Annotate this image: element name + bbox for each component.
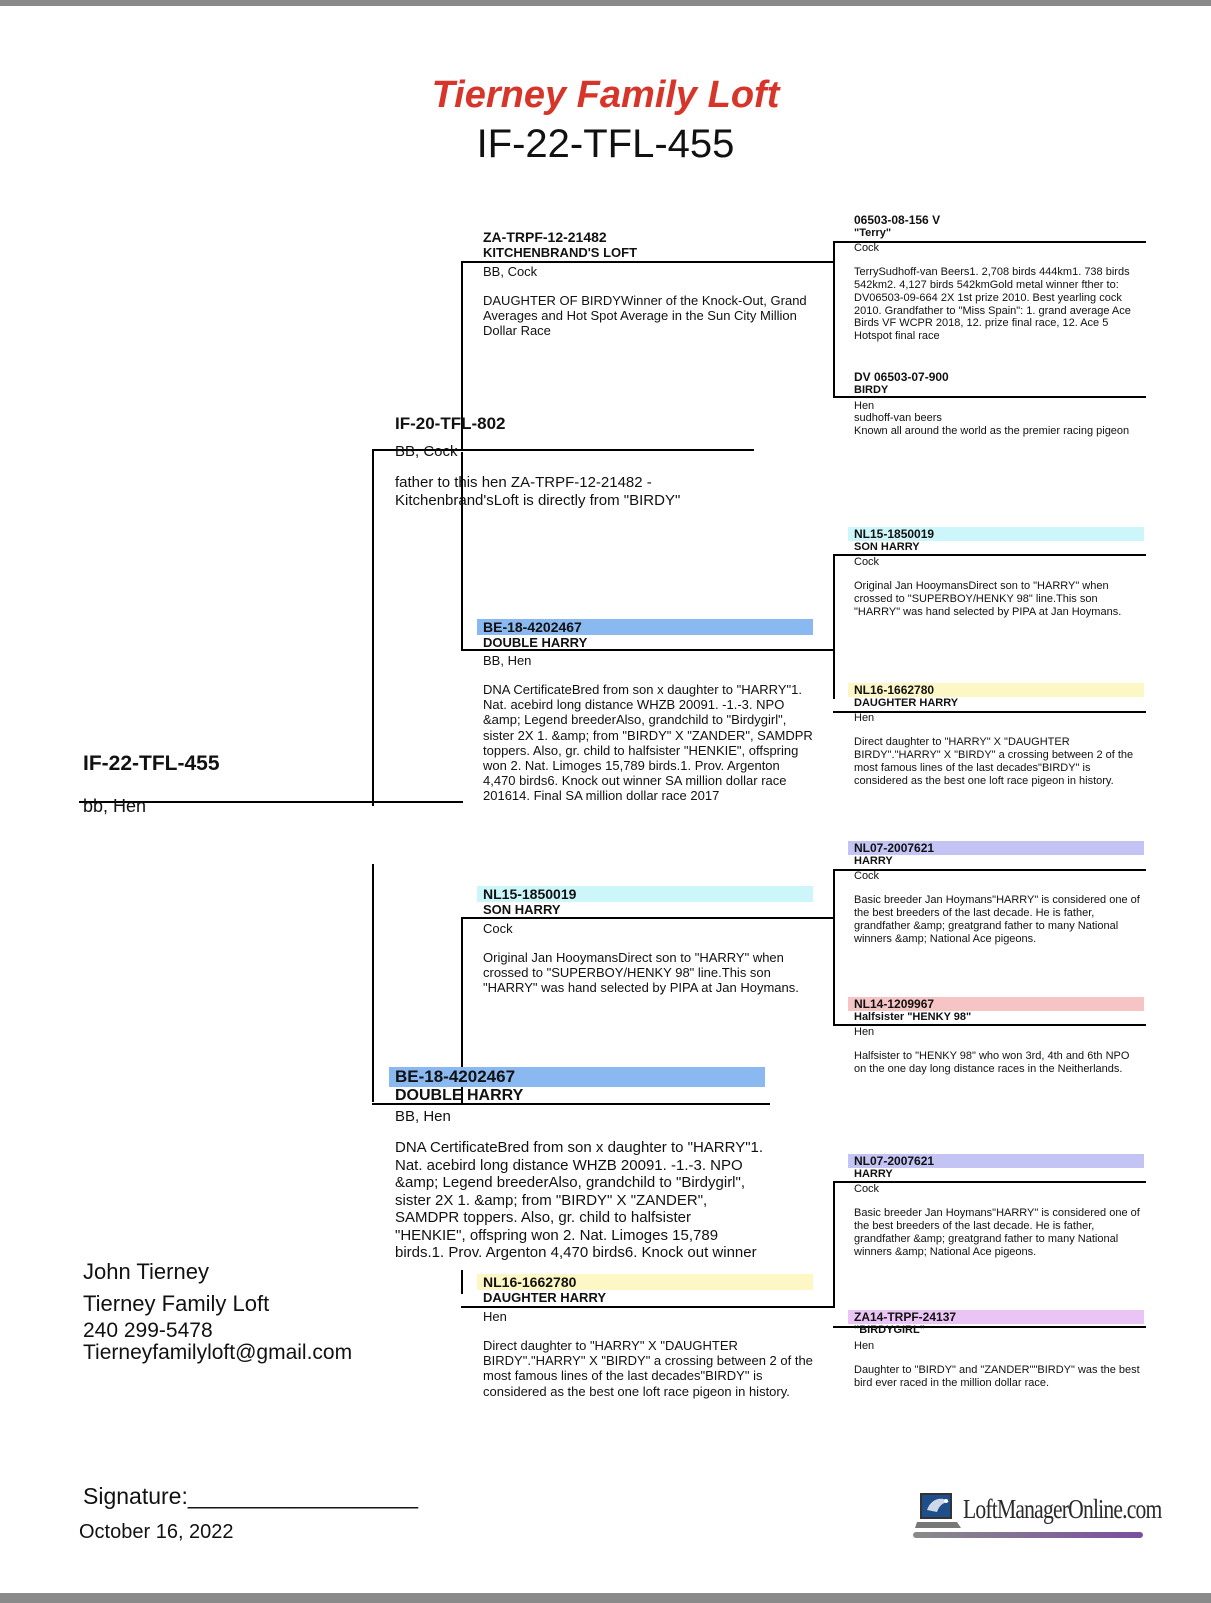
- ss-band: ZA-TRPF-12-21482: [483, 229, 607, 245]
- dss-connector: [833, 869, 835, 1024]
- dd-band: NL16-1662780: [477, 1274, 813, 1290]
- subject-pigeon: [83, 752, 220, 817]
- dds-info: Cock: [854, 1183, 880, 1195]
- sds-description: Original Jan HooymansDirect son to "HARRY" when crossed to "SUPERBOY/HENKY 98" line.This son "HARRY" was hand selected by PIPA at Jan Hoymans.: [854, 580, 1122, 618]
- dds-description: Basic breeder Jan Hoymans"HARRY" is considered one of the best breeders of the last decade. He is father, grandfather &amp; greatgrand father to many National winners &amp; National Ace pigeons.: [854, 1207, 1140, 1258]
- dd-description: Direct daughter to "HARRY" X "DAUGHTER BIRDY"."HARRY" X "BIRDY" a crossing between 2 of the most famous lines of the last decades"BIRDY" is considered as the best one loft race pigeon in history.: [483, 1338, 813, 1399]
- owner-phone: 240 299-5478: [83, 1319, 213, 1342]
- sss-description: TerrySudhoff-van Beers1. 2,708 birds 444km1. 738 birds 542km2. 4,127 birds 542kmGold metal winner fther to: DV06503-09-664 2X 1st prize 2010. Best yearling cock 2010. Grandfather to "Miss Spain": 1. grand average Ace Birds VF WCPR 2018, 12. prize final race, 12. Ace 5 Hotspot final race: [854, 266, 1131, 343]
- dsd-name: Halfsister "HENKY 98": [854, 1011, 972, 1023]
- sdd-info: Hen: [854, 712, 875, 724]
- ds-description: Original Jan HooymansDirect son to "HARRY" when crossed to "SUPERBOY/HENKY 98" line.This son "HARRY" was hand selected by PIPA at Jan Hoymans.: [483, 950, 799, 996]
- pigeon-band-title: IF-22-TFL-455: [476, 122, 735, 166]
- top-border: [0, 0, 1211, 6]
- ss-name: KITCHENBRAND'S LOFT: [483, 245, 638, 260]
- sss-band: 06503-08-156 V: [854, 213, 941, 227]
- sd-description: DNA CertificateBred from son x daughter to "HARRY"1. Nat. acebird long distance WHZB 20091. -1.-3. NPO &amp; Legend breederAlso, grandchild to "Birdygirl", sister 2X 1. &amp; from "BIRDY" X "ZANDER", SAMDPR toppers. Also, gr. child to halfsister "HENKIE", offspring won 2. Nat. Limoges 15,789 birds.1. Prov. Argenton 4,470 birds6. Knock out winner SA million dollar race 201614. Final SA million dollar race 2017: [483, 682, 813, 804]
- sss-pigeon: [854, 213, 1139, 343]
- sd-info: BB, Hen: [483, 653, 532, 668]
- pigeon-laptop-icon: [915, 1488, 961, 1532]
- sire-description: father to this hen ZA-TRPF-12-21482 - Kitchenbrand'sLoft is directly from "BIRDY": [395, 474, 681, 509]
- subject-info: bb, Hen: [83, 796, 147, 816]
- dam-info: BB, Hen: [395, 1108, 451, 1125]
- dd-info: Hen: [483, 1309, 507, 1324]
- subject-band: IF-22-TFL-455: [83, 752, 220, 775]
- sire-info: BB, Cock: [395, 443, 458, 460]
- sds-pigeon: [854, 527, 1144, 619]
- sds-band: NL15-1850019: [848, 527, 1144, 541]
- ssd-pigeon: [854, 370, 1139, 438]
- ss-info: BB, Cock: [483, 264, 538, 279]
- ssd-description: sudhoff-van beers Known all around the world as the premier racing pigeon: [854, 412, 1130, 437]
- dds-band: NL07-2007621: [848, 1154, 1144, 1168]
- ddd-description: Daughter to "BIRDY" and "ZANDER""BIRDY" was the best bird ever raced in the million dollar race.: [854, 1364, 1140, 1389]
- ds-band: NL15-1850019: [477, 886, 813, 902]
- ds-name: SON HARRY: [483, 902, 561, 917]
- dam-band: BE-18-4202467: [389, 1067, 765, 1087]
- ss-pigeon: [483, 229, 813, 339]
- sire-band: IF-20-TFL-802: [395, 414, 506, 433]
- dsd-description: Halfsister to "HENKY 98" who won 3rd, 4th and 6th NPO on the one day long distance races in the Neitherlands.: [854, 1050, 1130, 1075]
- dd-connector: [461, 1270, 463, 1294]
- dss-pigeon: [854, 841, 1144, 945]
- ssd-band: DV 06503-07-900: [854, 370, 949, 384]
- pedigree-date: October 16, 2022: [79, 1521, 234, 1543]
- dds-connector: [833, 1181, 835, 1307]
- logo-text: LoftManagerOnline.com: [963, 1494, 1162, 1524]
- dd-name: DAUGHTER HARRY: [483, 1290, 607, 1305]
- dds-name: HARRY: [854, 1168, 893, 1180]
- dam-connector: [372, 864, 374, 1102]
- sdd-pigeon: [854, 683, 1144, 787]
- sire-pigeon: [395, 414, 735, 509]
- sd-pigeon: [483, 619, 813, 804]
- dss-name: HARRY: [854, 855, 893, 867]
- dam-name: DOUBLE HARRY: [395, 1087, 524, 1104]
- sdd-name: DAUGHTER HARRY: [854, 697, 959, 709]
- dam-description: DNA CertificateBred from son x daughter to "HARRY"1. Nat. acebird long distance WHZB 20091. -1.-3. NPO &amp; Legend breederAlso, grandchild to "Birdygirl", sister 2X 1. &amp; from "BIRDY" X "ZANDER", SAMDPR toppers. Also, gr. child to halfsister "HENKIE", offspring won 2. Nat. Limoges 15,789 birds.1. Prov. Argenton 4,470 birds6. Knock out winner: [395, 1139, 764, 1262]
- sss-name: "Terry": [854, 227, 892, 239]
- dss-band: NL07-2007621: [848, 841, 1144, 855]
- sss-connector: [833, 241, 835, 396]
- dsd-info: Hen: [854, 1026, 875, 1038]
- dss-description: Basic breeder Jan Hoymans"HARRY" is considered one of the best breeders of the last decade. He is father, grandfather &amp; greatgrand father to many National winners &amp; National Ace pigeons.: [854, 894, 1140, 945]
- ds-info: Cock: [483, 921, 513, 936]
- loft-title: Tierney Family Loft: [431, 74, 780, 116]
- sds-info: Cock: [854, 556, 880, 568]
- dss-info: Cock: [854, 870, 880, 882]
- owner-name: John Tierney: [83, 1259, 209, 1284]
- owner-email: Tierneyfamilyloft@gmail.com: [83, 1341, 353, 1364]
- ssd-name: BIRDY: [854, 384, 889, 396]
- sds-connector: [833, 554, 835, 699]
- loftmanager-logo: [913, 1484, 1162, 1544]
- ds-pigeon: [483, 886, 813, 996]
- logo-swoosh: [913, 1532, 1143, 1538]
- ddd-name: "BIRDYGIRL": [854, 1324, 925, 1336]
- dd-pigeon: [483, 1274, 813, 1399]
- ddd-band: ZA14-TRPF-24137: [848, 1310, 1144, 1324]
- dds-pigeon: [854, 1154, 1144, 1258]
- bottom-border: [0, 1593, 1211, 1603]
- dam-pigeon: [395, 1067, 775, 1263]
- sdd-description: Direct daughter to "HARRY" X "DAUGHTER BIRDY"."HARRY" X "BIRDY" a crossing between 2 of the most famous lines of the last decades"BIRDY" is considered as the best one loft race pigeon in history.: [854, 736, 1134, 787]
- ssd-info: Hen: [854, 400, 875, 412]
- sire-connector: [372, 450, 374, 806]
- dsd-pigeon: [854, 997, 1144, 1076]
- ss-description: DAUGHTER OF BIRDYWinner of the Knock-Out, Grand Averages and Hot Spot Average in the Sun City Million Dollar Race: [483, 293, 807, 339]
- signature-line: Signature:__________________: [83, 1483, 419, 1509]
- dsd-band: NL14-1209967: [848, 997, 1144, 1011]
- ddd-info: Hen: [854, 1340, 875, 1352]
- ddd-pigeon: [854, 1310, 1144, 1390]
- owner-loft: Tierney Family Loft: [83, 1291, 270, 1316]
- sds-name: SON HARRY: [854, 541, 920, 553]
- sss-info: Cock: [854, 242, 880, 254]
- sd-band: BE-18-4202467: [477, 619, 813, 635]
- sdd-band: NL16-1662780: [848, 683, 1144, 697]
- sd-name: DOUBLE HARRY: [483, 635, 588, 650]
